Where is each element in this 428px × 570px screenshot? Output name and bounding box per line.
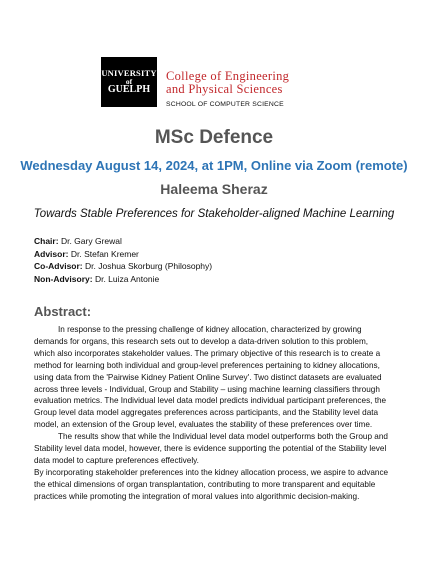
abstract-body bbox=[34, 324, 389, 503]
committee-member: Dr. Joshua Skorburg (Philosophy) bbox=[85, 261, 213, 272]
committee-role: Co-Advisor: bbox=[34, 261, 83, 272]
university-of-guelph-logo bbox=[101, 57, 157, 107]
school-name: SCHOOL OF COMPUTER SCIENCE bbox=[166, 101, 284, 108]
committee-role: Non-Advisory: bbox=[34, 273, 93, 284]
committee-role: Chair: bbox=[34, 236, 59, 246]
thesis-title: Towards Stable Preferences for Stakeholder-aligned Machine Learning bbox=[33, 208, 395, 220]
committee-member: Dr. Gary Grewal bbox=[60, 236, 122, 246]
college-name-line1: College of Engineering bbox=[166, 69, 290, 83]
abstract-paragraph: By incorporating stakeholder preferences into the kidney allocation process, we aspire to advance the ethical dimensions of organ transplantation, contributing to more transparent and equitable practices while promoting the integration of moral values into algorithmic decision-making. bbox=[34, 467, 389, 501]
committee-row bbox=[34, 248, 212, 261]
abstract-paragraph: In response to the pressing challenge of kidney allocation, characterized by growing demands for organs, this research sets out to develop a data-driven solution to this problem, which also incorporates stakeholder values. The primary objective of this research is to create a method for learning both individual and group-level preferences pertaining to kidney allocations, using data from the 'Pairwise Kidney Patient Online Survey'. Two distinct datasets are evaluated across three levels - Individual, Group and Stability – using machine learning classifiers through evaluation metrics. The Individual level data model predicts individual participant preferences, the Group level data model aggregates preferences across participants, and the Stability level data model, an extension of the Group level, evaluates the stability of these preferences over time. bbox=[34, 325, 387, 430]
college-name-block bbox=[166, 57, 356, 107]
logo-text-university: UNIVERSITY bbox=[101, 68, 157, 78]
committee-list bbox=[34, 235, 212, 285]
logo-text-guelph: GUELPH bbox=[107, 84, 151, 95]
committee-member: Dr. Luiza Antonie bbox=[94, 273, 160, 284]
abstract-heading: Abstract: bbox=[34, 304, 92, 319]
committee-member: Dr. Stefan Kremer bbox=[70, 248, 139, 259]
committee-row bbox=[34, 260, 212, 273]
committee-row bbox=[34, 273, 212, 286]
college-name-line2: and Physical Sciences bbox=[166, 82, 283, 96]
abstract-paragraph: The results show that while the Individual level data model outperforms both the Group and Stability level data model, however, there is evidence supporting the potential of the Stability level data model to capture preferences effectively. bbox=[34, 432, 388, 465]
committee-role: Advisor: bbox=[34, 248, 69, 259]
page-title: MSc Defence bbox=[154, 127, 274, 148]
presenter-name: Haleema Sheraz bbox=[160, 181, 268, 197]
logo-text-of: of bbox=[125, 76, 133, 86]
header-logo bbox=[101, 57, 356, 107]
event-date-line: Wednesday August 14, 2024, at 1PM, Online via Zoom (remote) bbox=[20, 158, 408, 173]
committee-row bbox=[34, 235, 212, 248]
